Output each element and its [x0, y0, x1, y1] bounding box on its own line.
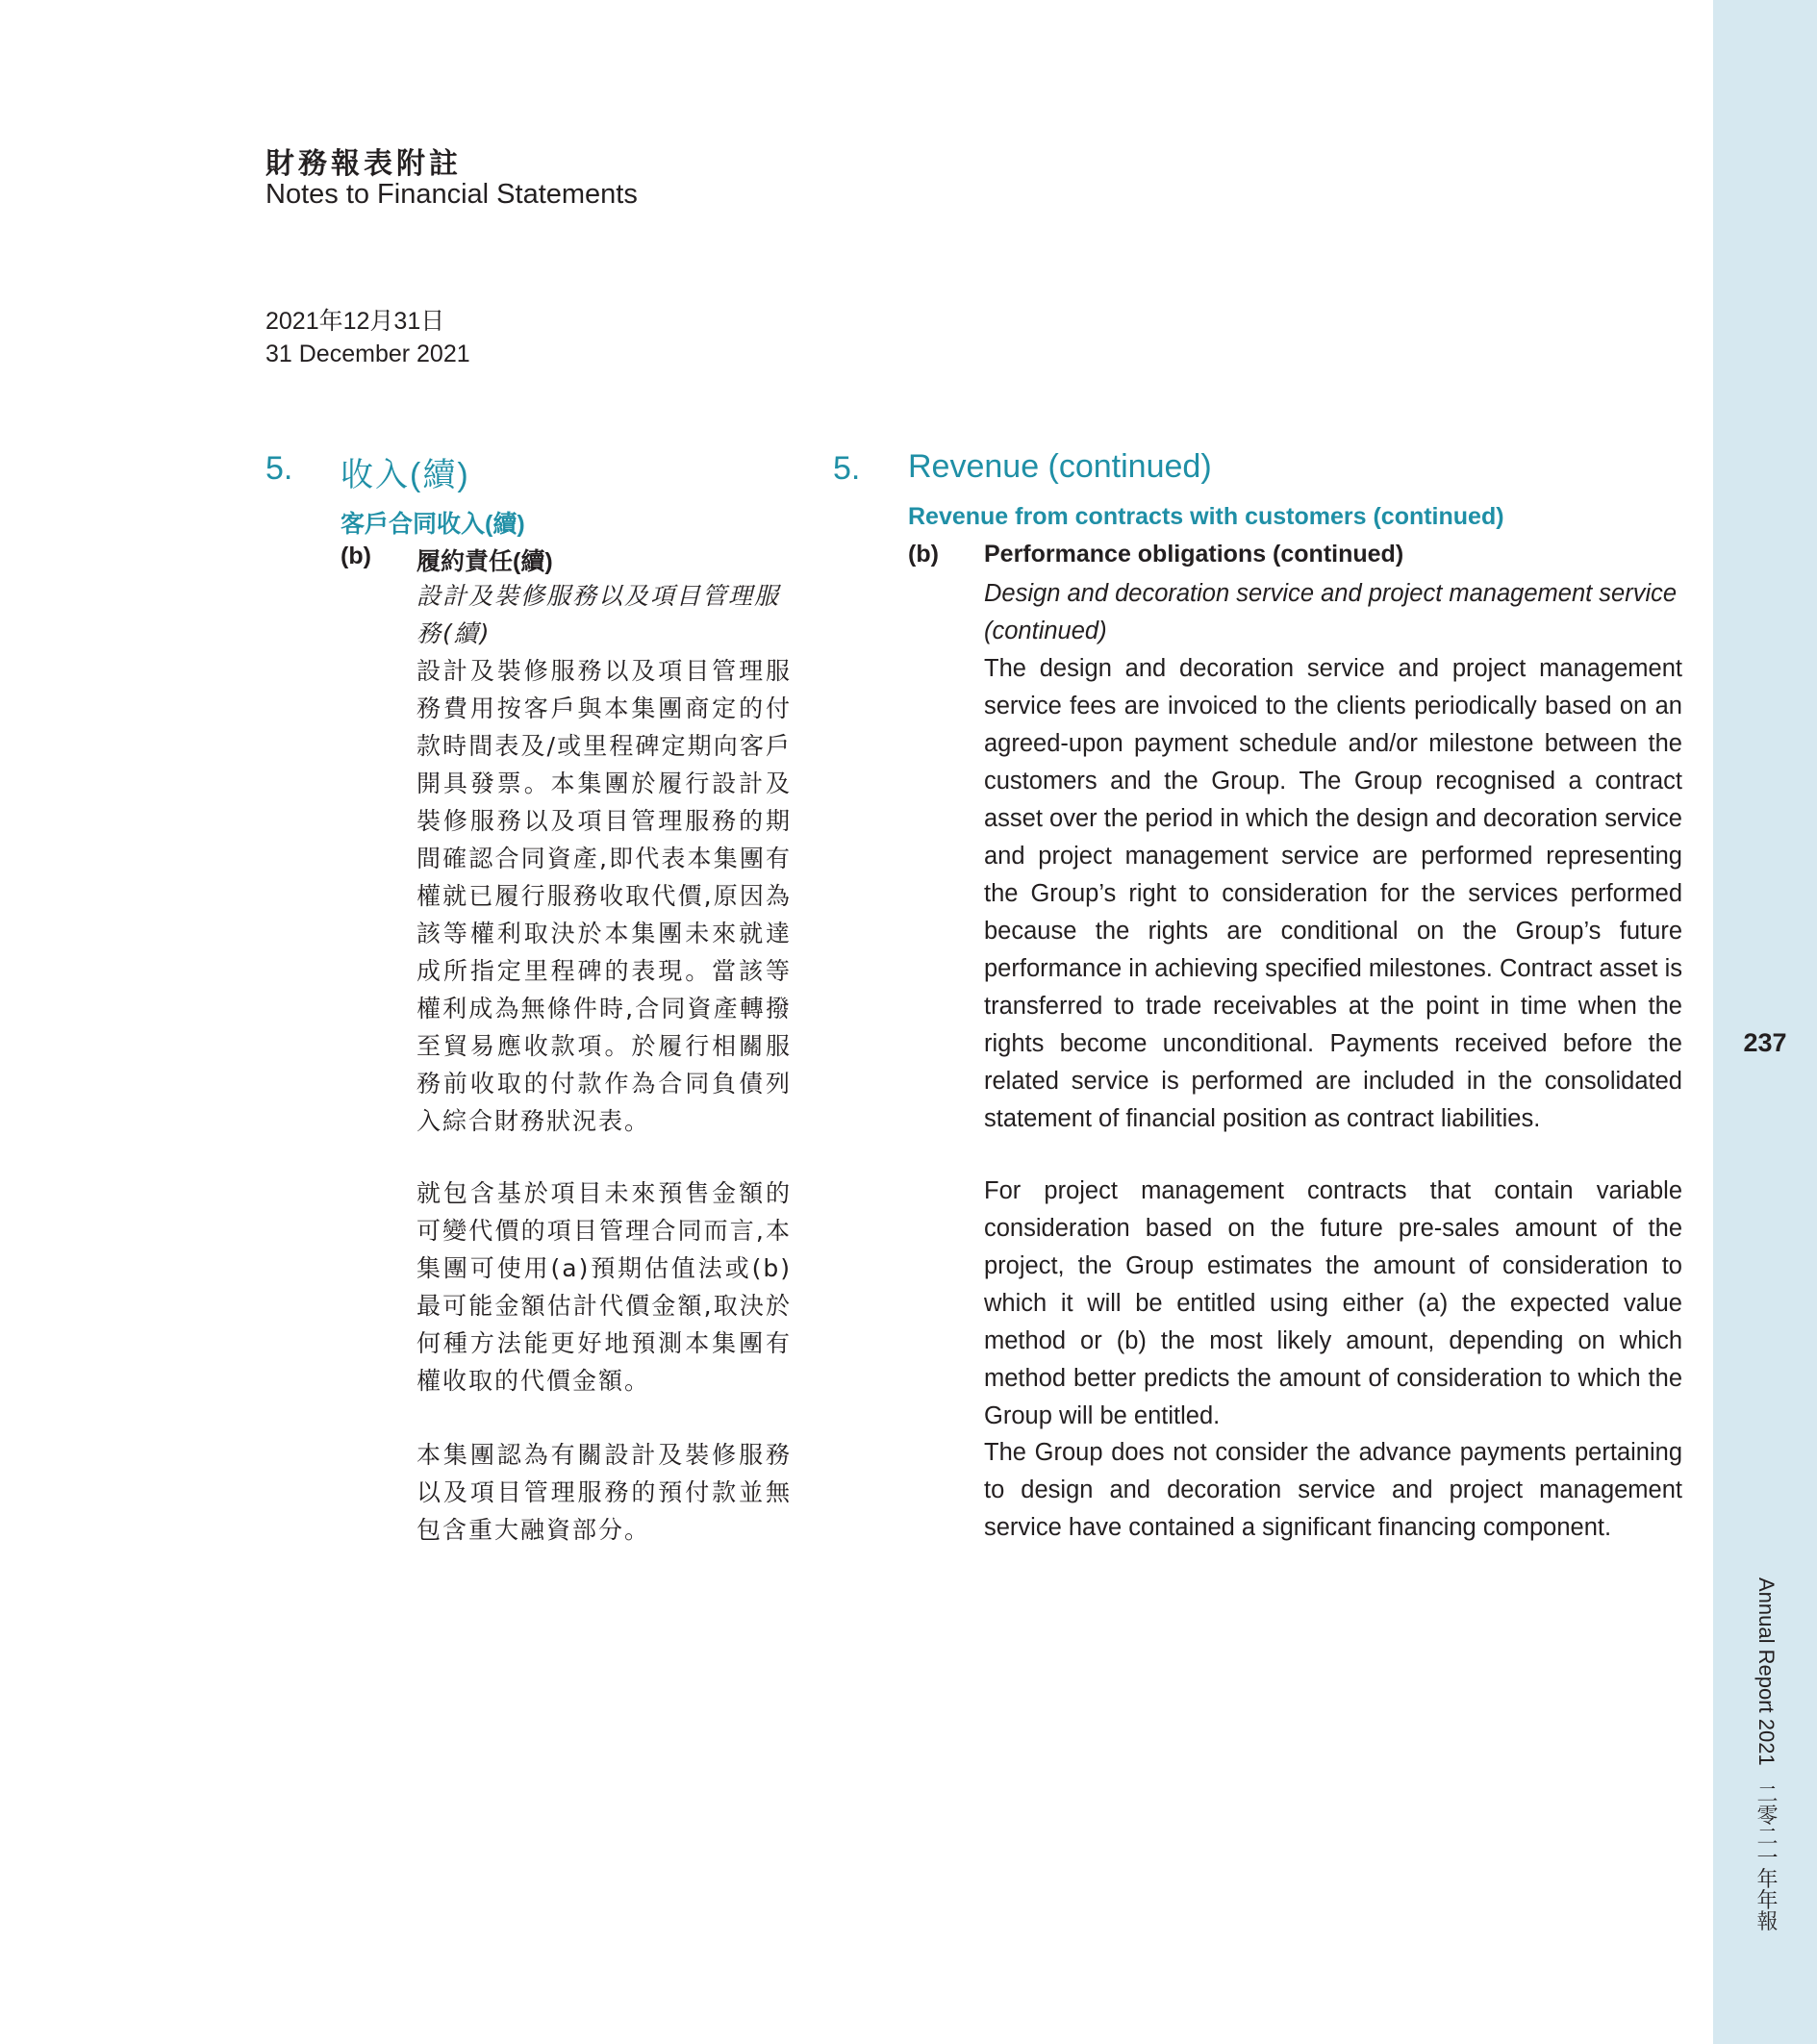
subsection-title-en: Revenue from contracts with customers (continued): [908, 503, 1504, 530]
report-label-en: Annual Report 2021: [1754, 1577, 1779, 1766]
paragraph-en-2: For project management contracts that contain variable consideration based on the future pre-sales amount of the project, the Group estimates the amount of consideration to which it will be entitled using either (a) the expected value method or (b) the most likely amount, depending on which method better predicts the amount of consideration to which the Group will be entitled.: [984, 1177, 1682, 1429]
section-title-en: Revenue (continued): [908, 448, 1212, 485]
paragraph-zh-3: 本集團認為有關設計及裝修服務以及項目管理服務的預付款並無包含重大融資部分。: [416, 1441, 792, 1544]
section-title-zh: 收入(續): [341, 457, 470, 493]
paragraph-zh-2: 就包含基於項目未來預售金額的可變代價的項目管理合同而言,本集團可使用(a)預期估值法或(b)最可能金額估計代價金額,取決於何種方法能更好地預測本集團有權收取的代價金額。: [416, 1179, 792, 1395]
paragraph-zh-1: 設計及裝修服務以及項目管理服務費用按客戶與本集團商定的付款時間表及/或里程碑定期向客戶開具發票。本集團於履行設計及裝修服務以及項目管理服務的期間確認合同資產,即代表本集團有權就已履行服務收取代價,原因為該等權利取決於本集團未來就達成所指定里程碑的表現。當該等權利成為無條件時,合同資產轉撥至貿易應收款項。於履行相關服務前收取的付款作為合同負債列入綜合財務狀況表。: [416, 657, 792, 1135]
paragraph-en-3: The Group does not consider the advance payments pertaining to design and decoration service and project management service have contained a significant financing component.: [984, 1439, 1682, 1541]
page-number: 237: [1743, 1028, 1787, 1057]
sidebar-report-label: [1752, 1577, 1781, 1931]
subsection-title-zh: 客戶合同收入(續): [341, 511, 525, 538]
section-number-zh: 5.: [265, 450, 293, 487]
sub-heading-en: Design and decoration service and project management service (continued): [984, 580, 1678, 644]
date-zh: 2021年12月31日: [265, 308, 445, 335]
date-en: 31 December 2021: [265, 341, 470, 367]
sub-heading-zh: 設計及裝修服務以及項目管理服務(續): [416, 582, 781, 647]
section-number-en: 5.: [833, 450, 861, 487]
item-letter-zh: (b): [341, 543, 371, 569]
item-letter-en: (b): [908, 541, 939, 568]
report-label-zh: 二零二一年年報: [1754, 1782, 1779, 1931]
item-title-en: Performance obligations (continued): [984, 541, 1404, 568]
header-title-en: Notes to Financial Statements: [265, 179, 638, 210]
item-title-zh: 履約責任(續): [416, 548, 553, 575]
paragraph-en-1: The design and decoration service and project management service fees are invoiced to the clients periodically based on an agreed-upon payment schedule and/or milestone between the customers and the Group. The Group recognised a contract asset over the period in which the design and decoration service and project management service are performed representing the Group’s right to consideration for the services performed because the rights are conditional on the Group’s future performance in achieving specified milestones. Contract asset is transferred to trade receivables at the point in time when the rights become unconditional. Payments received before the related service is performed are included in the consolidated statement of financial position as contract liabilities.: [984, 655, 1682, 1132]
header-title-zh: 財務報表附註: [265, 147, 462, 181]
